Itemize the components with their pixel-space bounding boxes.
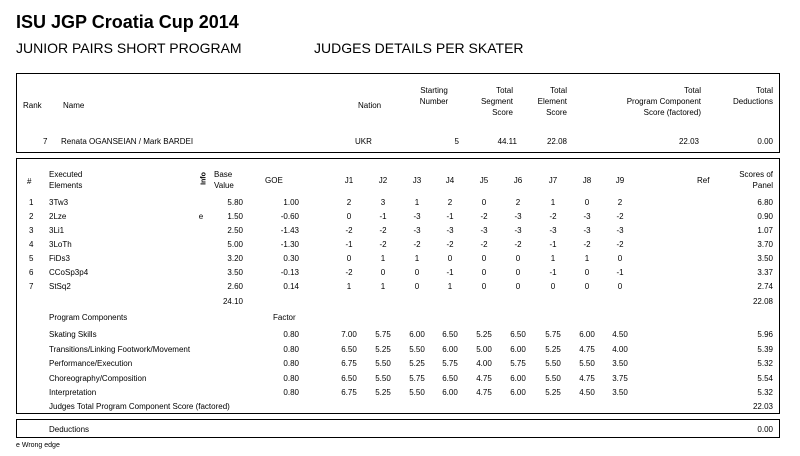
element-base-value: 2.60 bbox=[227, 282, 243, 291]
element-base-value: 2.50 bbox=[227, 226, 243, 235]
element-judge-score: 0 bbox=[481, 254, 487, 263]
element-judge-score: 3 bbox=[380, 198, 386, 207]
element-judge-score: 0 bbox=[481, 282, 487, 291]
starting-number-header: Starting Number bbox=[419, 86, 449, 106]
element-judge-score: -1 bbox=[616, 268, 624, 277]
element-goe: -1.30 bbox=[280, 240, 299, 249]
element-judge-score: -3 bbox=[583, 226, 591, 235]
skater-nation: UKR bbox=[355, 137, 372, 146]
element-name: CCoSp3p4 bbox=[49, 268, 89, 277]
component-judge-score: 6.50 bbox=[510, 330, 526, 339]
component-judge-score: 5.75 bbox=[442, 359, 458, 368]
element-judge-score: -3 bbox=[616, 226, 624, 235]
element-goe: -0.13 bbox=[280, 268, 299, 277]
component-panel-score: 5.39 bbox=[757, 344, 773, 354]
element-judge-score: 0 bbox=[617, 282, 623, 291]
element-judge-score: 0 bbox=[584, 268, 590, 277]
component-score-header: Total Program Component Score (factored) bbox=[626, 86, 701, 117]
skater-rank: 7 bbox=[43, 137, 48, 146]
element-judge-score: -3 bbox=[413, 212, 421, 221]
element-judge-score: 0 bbox=[515, 268, 521, 277]
element-panel-score: 2.74 bbox=[757, 282, 773, 291]
skater-name: Renata OGANSEIAN / Mark BARDEI bbox=[61, 137, 194, 146]
component-judge-score: 4.75 bbox=[579, 373, 595, 383]
component-factor: 0.80 bbox=[283, 330, 299, 339]
element-judge-score: 2 bbox=[447, 198, 453, 207]
base-value-total: 24.10 bbox=[222, 297, 243, 306]
component-panel-score: 5.54 bbox=[757, 373, 773, 383]
component-judge-score: 5.75 bbox=[545, 330, 561, 339]
base-value-header: Base Value bbox=[214, 170, 234, 190]
element-number: 3 bbox=[29, 226, 34, 235]
component-panel-score: 5.32 bbox=[757, 388, 773, 397]
component-judge-score: 4.00 bbox=[476, 359, 492, 368]
component-judge-score: 6.00 bbox=[442, 344, 458, 354]
element-base-value: 3.50 bbox=[227, 268, 243, 277]
judge-header: J7 bbox=[548, 176, 558, 185]
component-judge-score: 5.25 bbox=[375, 344, 391, 354]
element-judge-score: -2 bbox=[616, 240, 624, 249]
component-factor: 0.80 bbox=[283, 359, 299, 368]
name-header: Name bbox=[63, 101, 85, 110]
component-judge-score: 6.00 bbox=[409, 330, 425, 339]
element-judge-score: 0 bbox=[515, 254, 521, 263]
element-panel-score: 1.07 bbox=[757, 226, 773, 235]
element-number: 4 bbox=[29, 240, 34, 249]
element-judge-score: 1 bbox=[550, 254, 556, 263]
element-judge-score: -2 bbox=[379, 226, 387, 235]
program-title: JUNIOR PAIRS SHORT PROGRAM bbox=[16, 40, 242, 56]
element-judge-score: 0 bbox=[481, 268, 487, 277]
element-judge-score: -1 bbox=[446, 268, 454, 277]
factor-header: Factor bbox=[273, 313, 296, 322]
component-factor: 0.80 bbox=[283, 373, 299, 383]
element-name: StSq2 bbox=[49, 282, 71, 291]
element-judge-score: 2 bbox=[617, 198, 623, 207]
element-judge-score: -2 bbox=[345, 268, 353, 277]
component-judge-score: 6.50 bbox=[442, 373, 458, 383]
deductions-label: Deductions bbox=[49, 425, 90, 434]
component-judge-score: 4.50 bbox=[579, 388, 595, 397]
executed-elements-header: Executed Elements bbox=[49, 170, 83, 190]
skater-segment-score: 44.11 bbox=[497, 137, 517, 146]
element-judge-score: 0 bbox=[414, 282, 420, 291]
element-judge-score: -1 bbox=[549, 240, 557, 249]
ref-header: Ref bbox=[697, 176, 710, 185]
component-factor: 0.80 bbox=[283, 388, 299, 397]
element-judge-score: -3 bbox=[480, 226, 488, 235]
element-judge-score: -2 bbox=[549, 212, 557, 221]
report-title: JUDGES DETAILS PER SKATER bbox=[314, 40, 524, 56]
rank-header: Rank bbox=[23, 101, 42, 110]
component-judge-score: 5.00 bbox=[476, 344, 492, 354]
component-judge-score: 3.50 bbox=[612, 359, 628, 368]
component-judge-score: 5.50 bbox=[545, 359, 561, 368]
component-judge-score: 4.75 bbox=[476, 373, 492, 383]
skater-component-score: 22.03 bbox=[678, 137, 699, 146]
component-judge-score: 6.00 bbox=[442, 388, 458, 397]
element-judge-score: -3 bbox=[446, 226, 454, 235]
element-judge-score: -3 bbox=[413, 226, 421, 235]
element-judge-score: 1 bbox=[414, 198, 420, 207]
scores-of-panel-header: Scores of Panel bbox=[739, 170, 773, 190]
element-judge-score: -2 bbox=[616, 212, 624, 221]
judge-header: J5 bbox=[479, 176, 489, 185]
component-judge-score: 4.75 bbox=[579, 344, 595, 354]
component-name: Choreography/Composition bbox=[49, 373, 147, 383]
judge-header: J1 bbox=[344, 176, 354, 185]
element-name: 3Tw3 bbox=[49, 198, 69, 207]
component-judge-score: 6.50 bbox=[341, 344, 357, 354]
element-judge-score: 0 bbox=[617, 254, 623, 263]
judge-header: J4 bbox=[445, 176, 455, 185]
element-judge-score: 0 bbox=[414, 268, 420, 277]
element-judge-score: 0 bbox=[481, 198, 487, 207]
element-judge-score: 0 bbox=[346, 212, 352, 221]
element-judge-score: 1 bbox=[550, 198, 556, 207]
component-judge-score: 5.50 bbox=[409, 388, 425, 397]
deductions-value: 0.00 bbox=[757, 425, 773, 434]
element-goe: 0.30 bbox=[283, 254, 299, 263]
element-judge-score: 1 bbox=[414, 254, 420, 263]
element-judge-score: 1 bbox=[346, 282, 352, 291]
component-judge-score: 6.00 bbox=[510, 373, 526, 383]
skater-starting-number: 5 bbox=[454, 137, 459, 146]
component-judge-score: 4.75 bbox=[476, 388, 492, 397]
element-name: 3Li1 bbox=[49, 226, 65, 235]
element-score-header: Total Element Score bbox=[537, 86, 567, 117]
component-judge-score: 7.00 bbox=[341, 330, 357, 339]
component-judge-score: 5.25 bbox=[476, 330, 492, 339]
judge-header: J8 bbox=[582, 176, 592, 185]
component-judge-score: 5.25 bbox=[545, 388, 561, 397]
element-judge-score: 2 bbox=[346, 198, 352, 207]
component-name: Skating Skills bbox=[49, 330, 97, 339]
element-panel-score: 0.90 bbox=[757, 212, 773, 221]
element-judge-score: -3 bbox=[549, 226, 557, 235]
skater-element-score: 22.08 bbox=[546, 137, 567, 146]
element-judge-score: -1 bbox=[446, 212, 454, 221]
judges-total-value: 22.03 bbox=[752, 402, 773, 411]
component-judge-score: 6.75 bbox=[341, 388, 357, 397]
skater-deductions: 0.00 bbox=[757, 137, 773, 146]
element-panel-score: 3.50 bbox=[757, 254, 773, 263]
element-judge-score: 0 bbox=[346, 254, 352, 263]
component-name: Interpretation bbox=[49, 388, 97, 397]
element-judge-score: -2 bbox=[480, 212, 488, 221]
element-judge-score: -1 bbox=[345, 240, 353, 249]
judges-total-label: Judges Total Program Component Score (factored) bbox=[49, 402, 230, 411]
component-judge-score: 5.25 bbox=[375, 388, 391, 397]
element-judge-score: -3 bbox=[514, 212, 522, 221]
component-judge-score: 6.00 bbox=[510, 344, 526, 354]
component-name: Transitions/Linking Footwork/Movement bbox=[49, 344, 191, 354]
deductions-box bbox=[16, 419, 780, 438]
element-judge-score: 2 bbox=[515, 198, 521, 207]
judge-header: J9 bbox=[615, 176, 625, 185]
component-judge-score: 5.50 bbox=[375, 373, 391, 383]
element-number: 7 bbox=[29, 282, 34, 291]
element-judge-score: 1 bbox=[380, 254, 386, 263]
component-judge-score: 6.00 bbox=[510, 388, 526, 397]
element-judge-score: -2 bbox=[413, 240, 421, 249]
num-header: # bbox=[27, 177, 32, 186]
component-judge-score: 5.50 bbox=[579, 359, 595, 368]
element-judge-score: 0 bbox=[550, 282, 556, 291]
component-judge-score: 6.50 bbox=[442, 330, 458, 339]
element-judge-score: 0 bbox=[515, 282, 521, 291]
element-name: 3LoTh bbox=[49, 240, 72, 249]
judge-header: J6 bbox=[513, 176, 523, 185]
component-judge-score: 6.50 bbox=[341, 373, 357, 383]
element-judge-score: 1 bbox=[447, 282, 453, 291]
element-judge-score: -3 bbox=[514, 226, 522, 235]
nation-header: Nation bbox=[358, 101, 382, 110]
element-judge-score: -1 bbox=[379, 212, 387, 221]
element-number: 5 bbox=[29, 254, 34, 263]
element-judge-score: 0 bbox=[584, 198, 590, 207]
component-panel-score: 5.32 bbox=[757, 359, 773, 368]
component-factor: 0.80 bbox=[283, 344, 299, 354]
component-judge-score: 3.75 bbox=[612, 373, 628, 383]
component-judge-score: 5.75 bbox=[510, 359, 526, 368]
element-judge-score: -2 bbox=[514, 240, 522, 249]
element-goe: 1.00 bbox=[283, 198, 299, 207]
element-judge-score: -2 bbox=[480, 240, 488, 249]
element-panel-score: 6.80 bbox=[757, 198, 773, 207]
component-judge-score: 5.75 bbox=[409, 373, 425, 383]
component-judge-score: 5.50 bbox=[375, 359, 391, 368]
element-judge-score: 0 bbox=[380, 268, 386, 277]
component-judge-score: 5.75 bbox=[375, 330, 391, 339]
judge-header: J2 bbox=[378, 176, 388, 185]
element-judge-score: -3 bbox=[583, 212, 591, 221]
element-judge-score: -2 bbox=[446, 240, 454, 249]
event-title: ISU JGP Croatia Cup 2014 bbox=[16, 12, 239, 32]
element-judge-score: 1 bbox=[380, 282, 386, 291]
element-goe: 0.14 bbox=[283, 282, 299, 291]
goe-header: GOE bbox=[265, 176, 283, 185]
element-judge-score: -1 bbox=[549, 268, 557, 277]
element-base-value: 1.50 bbox=[227, 212, 243, 221]
element-number: 2 bbox=[29, 212, 34, 221]
deductions-header: Total Deductions bbox=[732, 86, 773, 106]
element-judge-score: 0 bbox=[584, 282, 590, 291]
element-number: 1 bbox=[29, 198, 34, 207]
element-panel-score: 3.37 bbox=[757, 268, 773, 277]
footnote-wrong-edge: e Wrong edge bbox=[16, 442, 60, 449]
element-info: e bbox=[198, 212, 204, 221]
component-judge-score: 6.00 bbox=[579, 330, 595, 339]
summary-box bbox=[16, 73, 780, 153]
element-number: 6 bbox=[29, 268, 34, 277]
element-judge-score: -2 bbox=[379, 240, 387, 249]
element-judge-score: -2 bbox=[345, 226, 353, 235]
component-judge-score: 5.50 bbox=[545, 373, 561, 383]
component-judge-score: 5.50 bbox=[409, 344, 425, 354]
element-name: FiDs3 bbox=[49, 254, 70, 263]
details-box bbox=[16, 158, 780, 414]
element-judge-score: -2 bbox=[583, 240, 591, 249]
info-header: Info bbox=[200, 172, 208, 185]
element-base-value: 5.80 bbox=[227, 198, 243, 207]
component-panel-score: 5.96 bbox=[757, 330, 773, 339]
program-components-header: Program Components bbox=[49, 313, 128, 322]
component-judge-score: 5.25 bbox=[545, 344, 561, 354]
component-judge-score: 3.50 bbox=[612, 388, 628, 397]
judge-header: J3 bbox=[412, 176, 422, 185]
elements-panel-total: 22.08 bbox=[752, 297, 773, 306]
component-judge-score: 5.25 bbox=[409, 359, 425, 368]
segment-score-header: Total Segment Score bbox=[480, 86, 513, 117]
component-judge-score: 4.50 bbox=[612, 330, 628, 339]
component-name: Performance/Execution bbox=[49, 359, 133, 368]
element-goe: -0.60 bbox=[280, 212, 299, 221]
component-judge-score: 4.00 bbox=[612, 344, 628, 354]
element-base-value: 3.20 bbox=[227, 254, 243, 263]
element-panel-score: 3.70 bbox=[757, 240, 773, 249]
element-goe: -1.43 bbox=[280, 226, 299, 235]
element-judge-score: 0 bbox=[447, 254, 453, 263]
component-judge-score: 6.75 bbox=[341, 359, 357, 368]
element-name: 2Lze bbox=[49, 212, 67, 221]
element-judge-score: 1 bbox=[584, 254, 590, 263]
element-base-value: 5.00 bbox=[227, 240, 243, 249]
